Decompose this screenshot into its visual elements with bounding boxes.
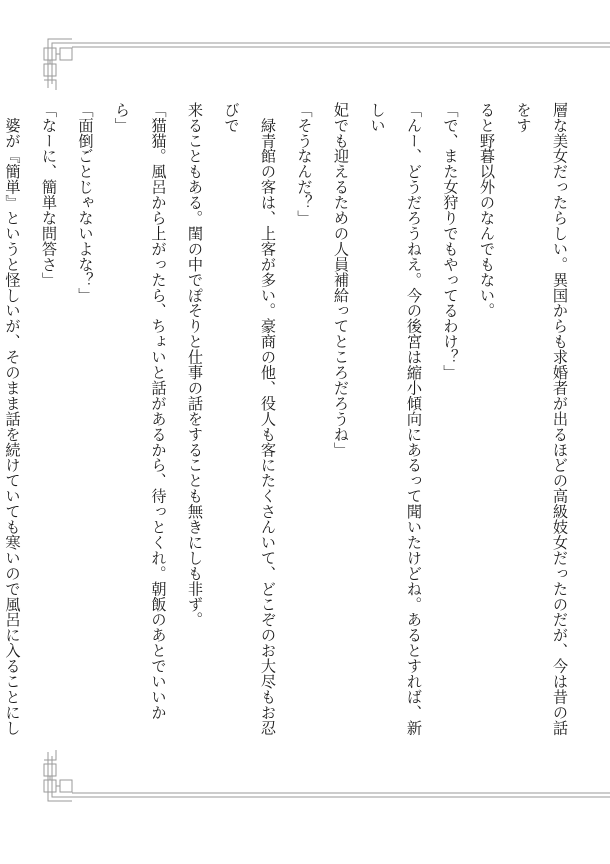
text-line: 妃でも迎えるための人員補給ってところだろうね」 bbox=[332, 102, 350, 458]
text-line: ると野暮以外のなんでもない。 bbox=[478, 102, 496, 319]
novel-text-body bbox=[3, 102, 578, 742]
text-line: 来ることもある。閨の中でぽそりと仕事の話をすることも無きにしも非ず。 bbox=[186, 102, 204, 628]
text-line: 婆が『簡単』というと怪しいが、そのまま話を続けていても寒いので風呂に入ることにし bbox=[3, 117, 22, 736]
text-line: 「面倒ごとじゃないよな？」 bbox=[76, 102, 95, 303]
top-left-fret-ornament bbox=[44, 39, 72, 90]
text-line: 「んー、どうだろうねえ。今の後宮は縮小傾向にあるって聞いたけどね。あるとすれば、新しい bbox=[368, 102, 423, 736]
text-line: 層な美女だったらしい。異国からも求婚者が出るほどの高級妓女だったのだが、今は昔の話をす bbox=[514, 102, 569, 736]
text-line: 「で、また女狩りでもやってるわけ？」 bbox=[441, 102, 460, 381]
text-line: 「猫猫。風呂から上がったら、ちょいと話があるから、待っとくれ。朝飯のあとでいいから」 bbox=[113, 102, 168, 720]
text-line: 「なーに、簡単な問答さ」 bbox=[40, 102, 58, 288]
text-line: 「そうなんだ？」 bbox=[295, 102, 314, 226]
bottom-left-fret-ornament bbox=[44, 750, 72, 801]
text-line: 緑青館の客は、上客が多い。豪商の他、役人も客にたくさんいて、どこぞのお大尽もお忍びで bbox=[222, 102, 277, 736]
